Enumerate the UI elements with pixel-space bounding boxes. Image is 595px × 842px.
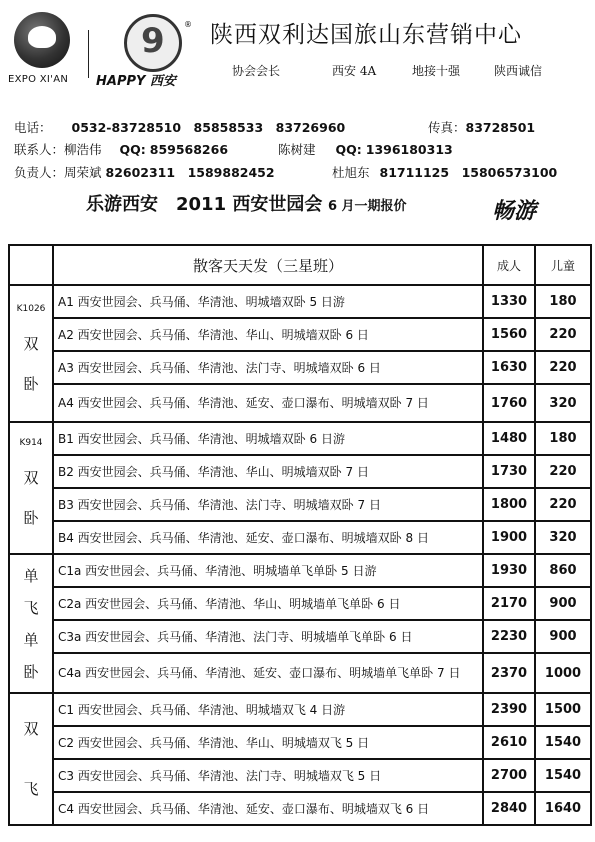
group-code: K914 <box>19 438 43 448</box>
happy-logo-text: HAPPY 西安 <box>96 74 176 89</box>
manager1-phones: 82602311 1589882452 <box>105 165 275 180</box>
table-row <box>9 384 591 422</box>
table-row <box>9 726 591 759</box>
route-desc: A2 西安世园会、兵马俑、华清池、华山、明城墙双卧 6 日 <box>53 318 483 351</box>
route-desc: A4 西安世园会、兵马俑、华清池、延安、壶口瀑布、明城墙双卧 7 日 <box>53 384 483 422</box>
header-adult: 成人 <box>483 245 535 285</box>
phone-numbers: 0532-83728510 85858533 83726960 <box>71 120 346 135</box>
fax-line <box>428 118 535 136</box>
fax-number: 83728501 <box>465 120 536 135</box>
group-char: 双 <box>23 469 39 487</box>
child-price: 220 <box>535 455 591 488</box>
header-route: 散客天天发（三星班） <box>53 245 483 285</box>
table-row <box>9 422 591 455</box>
qq2-number: 1396180313 <box>365 142 453 157</box>
mascot-icon <box>124 14 182 72</box>
table-row <box>9 351 591 384</box>
table-row <box>9 792 591 825</box>
fax-label: 传真： <box>428 120 466 135</box>
group-char: 单 <box>23 630 39 649</box>
price-table <box>8 244 592 826</box>
group-char: 双 <box>23 334 39 353</box>
happy-xian-logo <box>96 14 196 90</box>
logo-divider <box>88 30 89 78</box>
group-cell-k914 <box>9 422 53 554</box>
route-desc: C4a 西安世园会、兵马俑、华清池、延安、壶口瀑布、明城墙单飞单卧 7 日 <box>53 653 483 693</box>
route-desc: C3a 西安世园会、兵马俑、华清池、法门寺、明城墙单飞单卧 6 日 <box>53 620 483 653</box>
adult-price: 1800 <box>483 488 535 521</box>
expo-logo-text: EXPO XI'AN <box>8 74 69 85</box>
title-sub: 6 月一期报价 <box>327 199 407 214</box>
tag-item: 协会会长 <box>232 64 281 78</box>
route-desc: B2 西安世园会、兵马俑、华清池、华山、明城墙双卧 7 日 <box>53 455 483 488</box>
group-cell-single-fly <box>9 554 53 693</box>
adult-price: 2230 <box>483 620 535 653</box>
child-price: 1540 <box>535 726 591 759</box>
group-char: 双 <box>23 720 39 738</box>
child-price: 320 <box>535 521 591 554</box>
child-price: 900 <box>535 587 591 620</box>
adult-price: 2700 <box>483 759 535 792</box>
table-header-row <box>9 245 591 285</box>
table-row <box>9 488 591 521</box>
phone-line <box>14 118 345 136</box>
route-desc: C4 西安世园会、兵马俑、华清池、延安、壶口瀑布、明城墙双飞 6 日 <box>53 792 483 825</box>
child-price: 1000 <box>535 653 591 693</box>
adult-price: 1760 <box>483 384 535 422</box>
child-price: 900 <box>535 620 591 653</box>
tag-item: 陕西诚信 <box>494 64 543 78</box>
route-desc: C1 西安世园会、兵马俑、华清池、明城墙双飞 4 日游 <box>53 693 483 726</box>
table-row <box>9 318 591 351</box>
child-price: 180 <box>535 285 591 318</box>
contact2-line <box>278 140 453 158</box>
adult-price: 1730 <box>483 455 535 488</box>
route-desc: A1 西安世园会、兵马俑、华清池、明城墙双卧 5 日游 <box>53 285 483 318</box>
manager1-line <box>14 163 275 181</box>
group-char: 飞 <box>23 598 39 617</box>
route-desc: C3 西安世园会、兵马俑、华清池、法门寺、明城墙双飞 5 日 <box>53 759 483 792</box>
expo-xian-logo <box>8 12 76 90</box>
table-row <box>9 285 591 318</box>
child-price: 180 <box>535 422 591 455</box>
adult-price: 1930 <box>483 554 535 587</box>
qq1-number: 859568266 <box>149 142 229 157</box>
manager2-phones: 81711125 15806573100 <box>379 165 558 180</box>
child-price: 320 <box>535 384 591 422</box>
table-row <box>9 620 591 653</box>
child-price: 220 <box>535 318 591 351</box>
adult-price: 2170 <box>483 587 535 620</box>
manager2-line <box>332 163 557 181</box>
route-desc: B1 西安世园会、兵马俑、华清池、明城墙双卧 6 日游 <box>53 422 483 455</box>
header-blank-cell <box>9 245 53 285</box>
group-cell-k1026 <box>9 285 53 422</box>
title-main: 乐游西安 2011 西安世园会 <box>86 194 323 215</box>
group-char: 飞 <box>23 780 39 798</box>
group-code: K1026 <box>16 303 46 314</box>
group-char: 卧 <box>23 662 39 681</box>
route-desc: C1a 西安世园会、兵马俑、华清池、明城墙单飞单卧 5 日游 <box>53 554 483 587</box>
adult-price: 1330 <box>483 285 535 318</box>
table-row <box>9 653 591 693</box>
child-price: 220 <box>535 351 591 384</box>
child-price: 1500 <box>535 693 591 726</box>
adult-price: 1480 <box>483 422 535 455</box>
signature-logo: 畅游 <box>492 198 537 224</box>
child-price: 1540 <box>535 759 591 792</box>
honor-tags <box>232 62 572 79</box>
contact1-label: 联系人：柳浩伟 <box>14 142 102 157</box>
adult-price: 1560 <box>483 318 535 351</box>
header-child: 儿童 <box>535 245 591 285</box>
registered-mark: ® <box>184 20 192 29</box>
child-price: 220 <box>535 488 591 521</box>
qq1-label: QQ: <box>119 142 146 157</box>
table-row <box>9 759 591 792</box>
route-desc: C2 西安世园会、兵马俑、华清池、华山、明城墙双飞 5 日 <box>53 726 483 759</box>
group-char: 卧 <box>23 509 39 527</box>
table-row <box>9 554 591 587</box>
adult-price: 2370 <box>483 653 535 693</box>
page-title <box>86 190 407 216</box>
adult-price: 2840 <box>483 792 535 825</box>
group-char: 卧 <box>23 374 39 393</box>
child-price: 860 <box>535 554 591 587</box>
group-cell-double-fly <box>9 693 53 825</box>
table-row <box>9 693 591 726</box>
contact2-label: 陈树建 <box>278 142 316 157</box>
qq2-label: QQ: <box>335 142 362 157</box>
child-price: 1640 <box>535 792 591 825</box>
tag-item: 地接十强 <box>412 64 461 78</box>
adult-price: 2390 <box>483 693 535 726</box>
adult-price: 1630 <box>483 351 535 384</box>
route-desc: B4 西安世园会、兵马俑、华清池、延安、壶口瀑布、明城墙双卧 8 日 <box>53 521 483 554</box>
adult-price: 2610 <box>483 726 535 759</box>
route-desc: A3 西安世园会、兵马俑、华清池、法门寺、明城墙双卧 6 日 <box>53 351 483 384</box>
route-desc: B3 西安世园会、兵马俑、华清池、法门寺、明城墙双卧 7 日 <box>53 488 483 521</box>
phone-label: 电话： <box>14 120 52 135</box>
company-name: 陕西双利达国旅山东营销中心 <box>210 22 522 48</box>
contact1-line <box>14 140 228 158</box>
table-row <box>9 521 591 554</box>
table-row <box>9 587 591 620</box>
adult-price: 1900 <box>483 521 535 554</box>
tag-item: 西安 4A <box>332 64 377 78</box>
manager1-label: 负责人：周荣斌 <box>14 165 102 180</box>
group-char: 单 <box>23 566 39 585</box>
manager2-label: 杜旭东 <box>332 165 370 180</box>
table-row <box>9 455 591 488</box>
expo-emblem-icon <box>14 12 70 68</box>
route-desc: C2a 西安世园会、兵马俑、华清池、华山、明城墙单飞单卧 6 日 <box>53 587 483 620</box>
